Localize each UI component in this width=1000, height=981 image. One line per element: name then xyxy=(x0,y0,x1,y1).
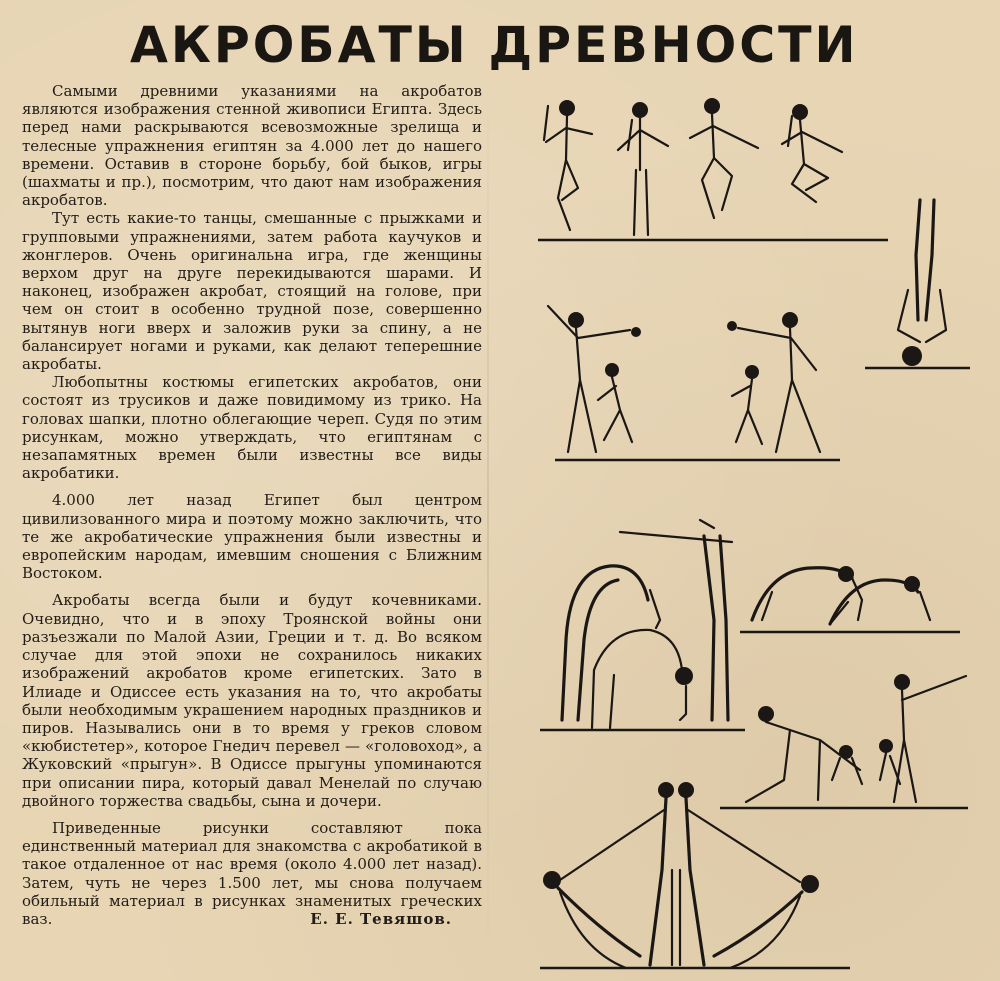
panel-ball-game xyxy=(548,306,840,460)
rider-pair-right xyxy=(727,312,820,452)
panel-contortion-group xyxy=(540,520,745,730)
paragraph-3: Любопытны костюмы египетских акробатов, они состоят из трусиков и даже повидимому из трико. На головах шапки, плотно облегающие череп. Судя по этим рисункам, можно утверждать, что египтянам с незапамятных времен были известны все виды акробатики. xyxy=(22,373,482,483)
paragraph-4: 4.000 лет назад Египет был центром цивилизованного мира и поэтому можно заключить, что те же акробатические упражнения были известны и европейским народам, имевшим сношения с Ближним Востоком. xyxy=(22,491,482,583)
panel-headstand xyxy=(865,200,970,368)
article-title: АКРОБАТЫ ДРЕВНОСТИ xyxy=(130,16,859,74)
panel-bridge-figures xyxy=(740,566,960,632)
dancer-figure xyxy=(544,100,592,230)
paragraph-5: Акробаты всегда были и будут кочевниками. Очевидно, что и в эпоху Троянской войны они разъезжали по Малой Азии, Греции и т. д. Во всяком случае для этой эпохи не сохранилось никаких изображений акробатов кроме египетских. Зато в Илиаде и Одиссее есть указания на то, что акробаты были необходимым украшением народных праздников и пиров. Назывались они в то время у греков словом «кюбистетер», которое Гнедич перевел — «головоход», а Жуковский «прыгун». В Одиссе прыгуны упоминаются при описании пира, который давал Менелай по случаю двойного торжества свадьбы, сына и дочери. xyxy=(22,591,482,810)
paragraph-2: Тут есть какие-то танцы, смешанные с прыжками и групповыми упражнениями, затем работа каучуков и жонглеров. Очень оригинальна игра, где женщины верхом друг на друге перекидываются шарами. И наконец, изображен акробат, стоящий на голове, при чем он стоит в особенно трудной позе, совершенно вытянув ноги вверх и заложив руки за спину, а не балансирует ногами и руками, как делают теперешние акробаты. xyxy=(22,209,482,374)
panel-dancers-row xyxy=(538,98,888,240)
page-fold xyxy=(487,80,489,960)
egyptian-acrobats-drawing xyxy=(500,80,980,975)
paragraph-6: Приведенные рисунки составляют пока единственный материал для знакомства с акробатикой в такое отдаленное от нас время (около 4.000 лет назад). Затем, чуть не через 1.500 лет, мы снова получаем обильный материал в рисунках знаменитых греческих ваз. xyxy=(22,818,482,928)
illustrations xyxy=(500,80,980,975)
lifting-pair-left xyxy=(746,706,862,802)
panel-lifting-pairs xyxy=(720,674,968,808)
article-body xyxy=(22,82,482,928)
paragraph-1: Самыми древними указаниями на акробатов являются изображения стенной живописи Египта. Здесь перед нами раскрываются всевозможные зрелища и телесные упражнения египтян за 4.000 лет до нашего времени. Оставив в стороне борьбу, бой быков, игры (шахматы и пр.), посмотрим, что дают нам изображения акробатов. xyxy=(22,82,482,210)
panel-linked-circle-group xyxy=(540,782,850,968)
author-signature: Е. Е. Тевяшов. xyxy=(310,910,452,929)
rider-pair-left xyxy=(548,306,641,452)
lifting-pair-right xyxy=(879,674,966,802)
dancer-figure xyxy=(690,98,758,218)
dancer-figure xyxy=(618,102,668,235)
dancer-figure xyxy=(782,104,842,202)
